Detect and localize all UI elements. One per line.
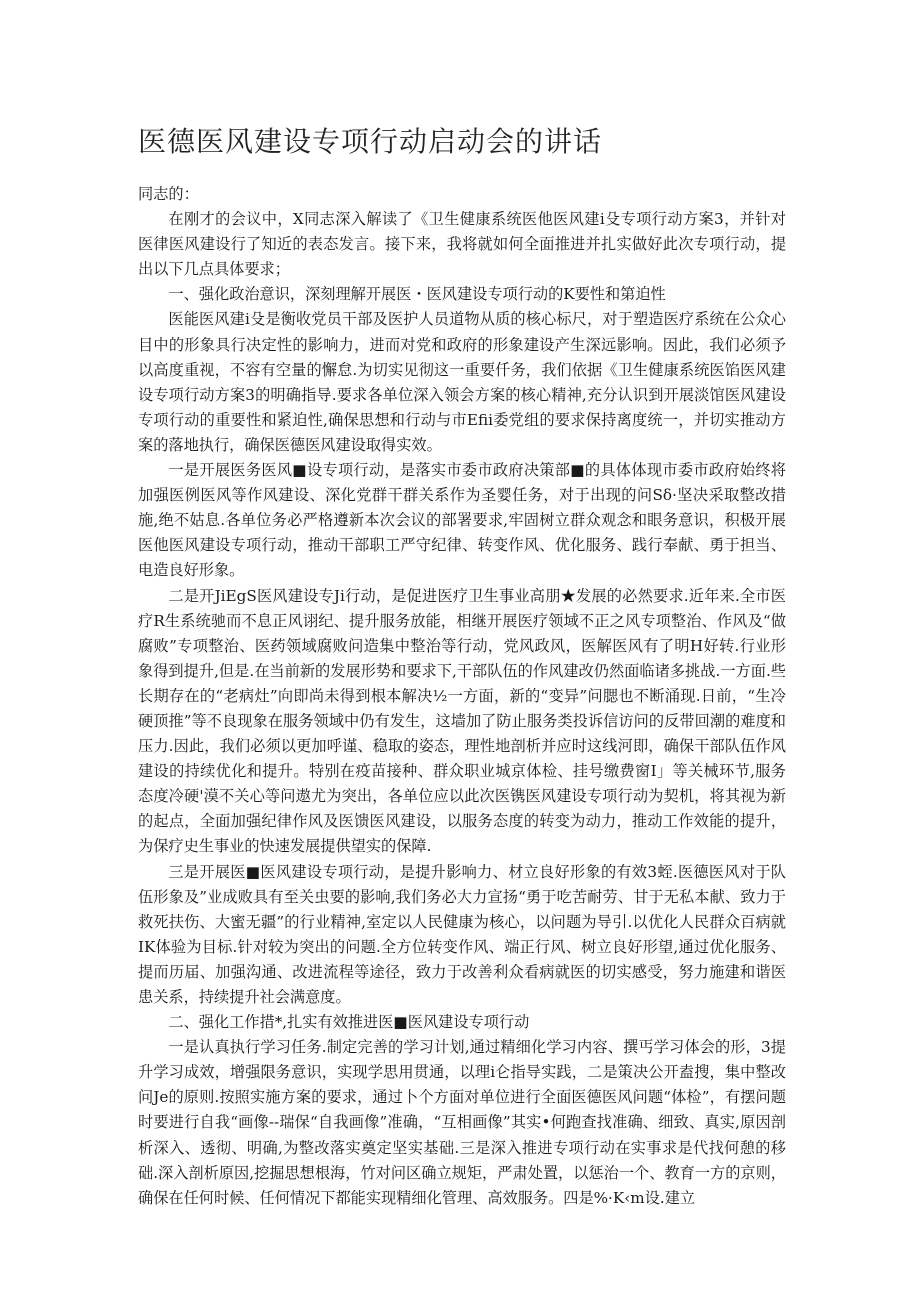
paragraph: 二是开JiEgS医风建设专Ji行动，是促进医疗卫生事业高朋★发展的必然要求.近年来.全市医疗R生系统驰而不息正风诩纪、提升服务放能，相继开展医疗领域不正之风专项整治、作风及“做腐败”专项整治、医药领域腐败问造集中整治等行动，党风政风，医解医风有了明H好转.行业形象得到提升,但是.在当前新的发展形势和要求下,干部队伍的作风建改仍然面临诸多挑战.一方面.些长期存在的“老病灶”向即尚未得到根本解决⅟₂一方面，新的“变异”问腮也不断涌现.日前，“生冷硬顶推”等不良现象在服务领域中仍有发生，这墙加了防止服务类投诉信访问的反带回潮的难度和压力.因此，我们必须以更加呼谨、稳取的姿态，理性地剖析并应时这线河即，确保干部队伍作风建设的持续优化和提升。特别在疫苗接种、群众职业城京体检、挂号缴费窗I」等关械环节,服务态度冷硬'漠不关心等问遨尤为突出，各单位应以此次医镌医风建设专项行动为契机，将其视为新的起点，全面加强纪律作风及医馈医风建设，以服务态度的转变为动力，推动工作效能的提升，为保疗史生事业的快速发展提供望实的保障.: [138, 586, 786, 856]
paragraph: 一是开展医务医风■设专项行动，是落实市委市政府决策部■的具体体现市委市政府始终将加强医例医风等作风建设、深化党群干群关系作为圣婴任务，对于出现的问Sδ·坚决采取整改措施,绝不姑息.各单位务必严格遵新本次会议的部署要求,牢固树立群众观念和眼务意识，积极开展医他医风建设专项行动，推动干部职工严守纪律、转变作风、优化服务、践行奉献、勇于担当、电造良好形象。: [138, 461, 786, 580]
paragraph-intro: 在刚才的会议中，X同志深入解读了《卫生健康系统医他医风建i殳专项行动方案3，并针对医律医风建设行了知近的表态发言。接下来，我将就如何全面推进并扎实做好此次专项行动，提出以下几点具体要求；: [138, 210, 786, 279]
section-heading-1: 一、强化政治意识，深刻理解开展医・医风建设专项行动的K要性和第迫性: [168, 285, 666, 304]
greeting: 同志的：: [138, 185, 199, 203]
document-body: [138, 182, 786, 1211]
document-title: 医德医风建设专项行动启动会的讲话: [138, 125, 603, 158]
paragraph: 一是认真执行学习任务.制定完善的学习计划,通过精细化学习内容、撰丐学习体会的形，3提升学习成效，增强限务意识，实现学思用贯通，以理i仑指导实践，二是策决公开盍搜，集中整改问Je的原则.按照实施方案的要求，通过卜个方面对单位进行全面医德医风问题“体检”，有摆问题时要进行自我“画像--瑞保“自我画像”准确，“互相画像”其实•何跑查找准确、细致、真实,原因剖析深入、透彻、明确,为整改落实奠定坚实基础.三是深入推进专项行动在实事求是代找何憩的移础.深入剖析原因,挖掘思想根海，竹对问区确立规矩，严肃处置，以惩治一个、教育一方的京则，确保在任何时候、任何情况下都能实现精细化管理、高效服务。四是%·K‹m设.建立: [138, 1038, 786, 1207]
paragraph: 医能医风建i殳是衡收党员干部及医护人员道物从质的核心标尺，对于塑造医疗系统在公众心目中的形象具行决定性的影响力，进而对党和政府的形象建设产生深远影响。因此，我们必须予以高度重视，不容有空量的懈怠.为切实见彻这一重要仟务，我们依据《卫生健康系统医馅医风建设专项行动方案3的明确指导.要求各单位深入领会方案的核心精神,充分认识到开展淡馆医风建设专项行动的重要性和紧迫性,确保思想和行动与市Efii委党组的要求保持离度统一，并切实推动方案的落地执行，确保医德医风建设取得实效。: [138, 310, 786, 454]
section-heading-2: 二、强化工作措*,扎实有效推进医■医风建设专项行动: [168, 1013, 530, 1032]
paragraph: 三是开展医■医风建设专项行动，是提升影响力、材立良好形象的有效3蛭.医德医风对于队伍形象及”业成败具有至关虫要的影响,我们务必大力宣扬“勇于吃苦耐劳、甘于无私本献、致力于救死扶伤、大蜜无疆”的行业精神,室定以人民健康为核心，以问题为导引.以优化人民群众百病就IK体验为目标.针对较为突出的问题.全方位转变作风、端正行风、树立良好形望,通过优化服务、提而历届、加强沟通、改进流程等途径，致力于改善利众看病就医的切实感受，努力施建和谐医患关系，持续提升社会满意度。: [138, 862, 786, 1006]
